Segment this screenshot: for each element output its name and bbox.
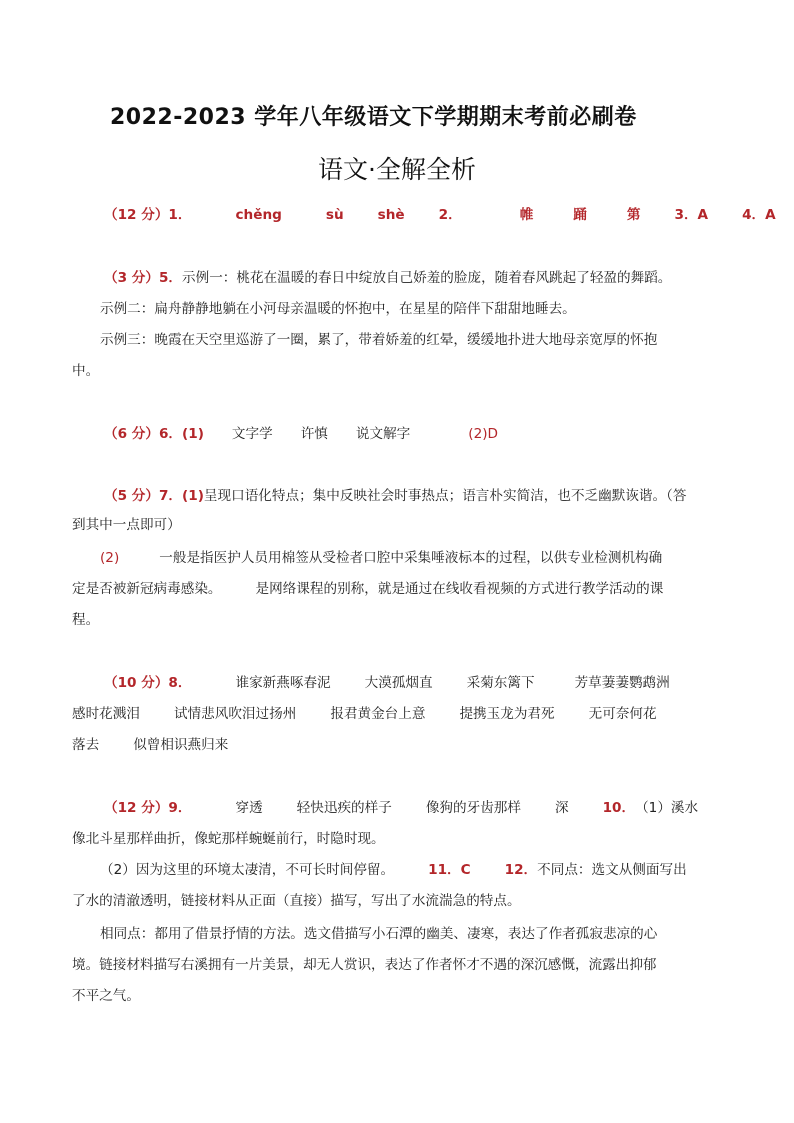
answer-line-q8 (104, 673, 670, 693)
pinyin-answer: shè (377, 207, 405, 223)
answer-text: 试情悲风吹泪过扬州 (173, 706, 297, 722)
answer-line (100, 860, 687, 880)
pinyin-answer: chěng (235, 207, 282, 223)
answer-text: 像狗的牙齿那样 (425, 800, 521, 816)
answer-text: 深 (554, 800, 569, 816)
answer-text: 定是否被新冠病毒感染。 (72, 581, 222, 597)
answer-line: 不平之气。 (72, 988, 140, 1004)
answer-text: 说文解字 (355, 426, 411, 442)
answer-line: 相同点：都用了借景抒情的方法。选文借描写小石潭的幽美、凄寒，表达了作者孤寂悲凉的心 (100, 926, 658, 942)
answer-text: （2）因为这里的环境太凄清，不可长时间停留。 (100, 862, 395, 878)
pinyin-answer: sù (325, 207, 344, 223)
question-number: 12． (504, 862, 538, 878)
answer-text: 许慎 (300, 426, 328, 442)
answer-line-q7 (104, 486, 687, 506)
answer-text: （1）溪水 (635, 800, 699, 816)
document-title: 2022-2023 学年八年级语文下学期期末考前必刷卷 (110, 105, 637, 130)
choice-answer: 4．A (742, 207, 776, 223)
answer-text: 穿透 (235, 800, 263, 816)
points-label: （6 分）6．(1) (104, 426, 204, 442)
answer-line: 像北斗星那样曲折，像蛇那样蜿蜒前行，时隐时现。 (72, 831, 385, 847)
answer-text: 谁家新燕啄春泥 (235, 675, 331, 691)
answer-text: 落去 (72, 737, 100, 753)
answer-text: 芳草萋萋鹦鹉洲 (574, 675, 670, 691)
answer-text: 示例一：桃花在温暖的春日中绽放自己娇羞的脸庞，随着春风跳起了轻盈的舞蹈。 (182, 270, 672, 286)
choice-answer: 3．A (674, 207, 709, 223)
choice-answer: 11．C (428, 862, 471, 878)
answer-line: 了水的清澈透明，链接材料从正面（直接）描写，写出了水流湍急的特点。 (72, 893, 521, 909)
answer-line (72, 579, 663, 599)
answer-text: 报君黄金台上意 (330, 706, 426, 722)
points-label: （5 分）7．(1) (104, 488, 204, 504)
answer-line: 程。 (72, 612, 100, 628)
points-label: （3 分）5． (104, 270, 183, 286)
question-number: 10． (602, 800, 636, 816)
question-number: 2． (438, 207, 462, 223)
answer-line-q6 (104, 424, 498, 444)
char-answer: 踊 (573, 207, 587, 223)
document-subtitle: 语文·全解全析 (318, 155, 476, 184)
answer-text: 似曾相识燕归来 (133, 737, 229, 753)
answer-line (100, 548, 662, 568)
answer-text: 感时花溅泪 (72, 706, 140, 722)
answer-line: 示例三：晚霞在天空里巡游了一圈，累了，带着娇羞的红晕，缓缓地扑进大地母亲宽厚的怀抱 (100, 332, 658, 348)
answer-text: 一般是指医护人员用棉签从受检者口腔中采集唾液标本的过程，以供专业检测机构确 (159, 550, 663, 566)
answer-line: 示例二：扁舟静静地躺在小河母亲温暖的怀抱中，在星星的陪伴下甜甜地睡去。 (100, 301, 576, 317)
answer-line: 到其中一点即可） (72, 517, 181, 533)
answer-text: 文字学 (231, 426, 273, 442)
answer-line (72, 735, 228, 755)
answer-text: 大漠孤烟直 (364, 675, 433, 691)
answer-line-q9-10 (104, 798, 698, 818)
answer-text: 呈现口语化特点；集中反映社会时事热点；语言朴实简洁，也不乏幽默诙谐。（答 (203, 488, 687, 504)
sub-number: (2) (100, 550, 120, 566)
answer-text: 提携玉龙为君死 (459, 706, 555, 722)
points-label: （12 分）1． (104, 207, 192, 223)
choice-answer: (2)D (468, 426, 498, 442)
char-answer: 帷 (519, 207, 534, 223)
answer-line-q5 (104, 268, 671, 288)
answer-text: 轻快迅疾的样子 (296, 800, 392, 816)
answer-line (72, 704, 657, 724)
answer-line-q1-4 (104, 205, 776, 225)
points-label: （10 分）8． (104, 675, 192, 691)
answer-line: 中。 (72, 363, 100, 379)
answer-line: 境。链接材料描写右溪拥有一片美景，却无人赏识，表达了作者怀才不遇的深沉感慨，流露出抑郁 (72, 957, 657, 973)
char-answer: 第 (626, 207, 641, 223)
points-label: （12 分）9． (104, 800, 192, 816)
answer-text: 不同点：选文从侧面写出 (537, 862, 687, 878)
answer-text: 采菊东篱下 (466, 675, 535, 691)
answer-text: 无可奈何花 (588, 706, 657, 722)
answer-text: 是网络课程的别称，就是通过在线收看视频的方式进行教学活动的课 (255, 581, 664, 597)
